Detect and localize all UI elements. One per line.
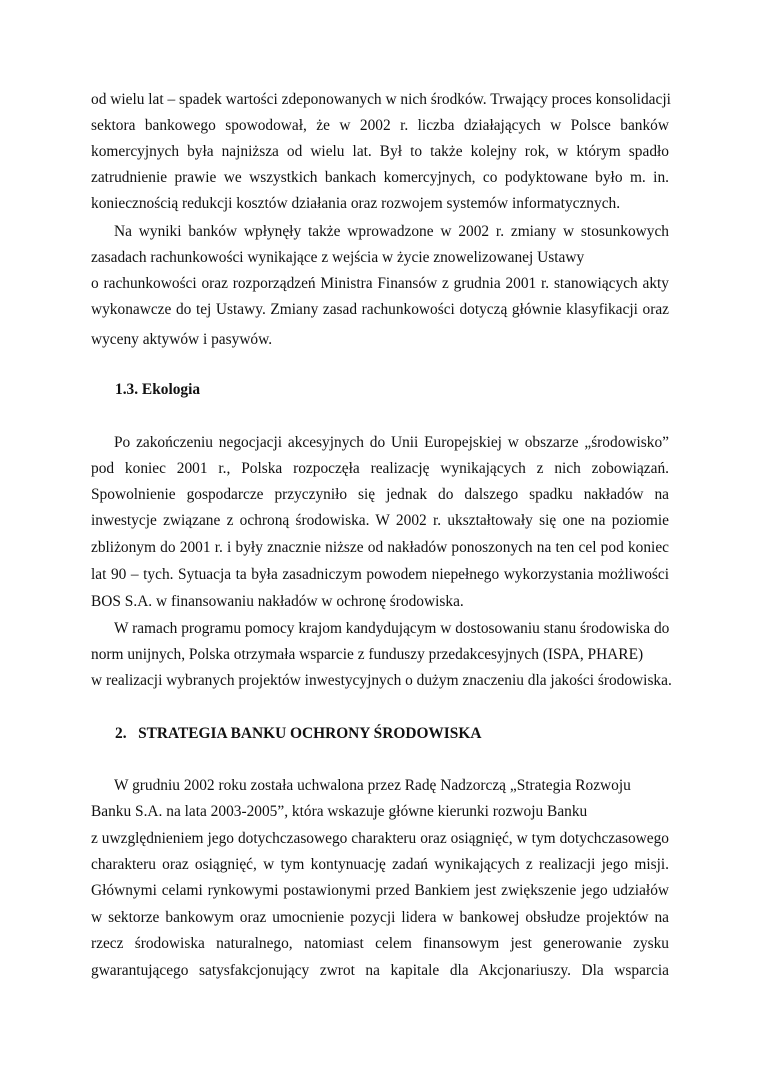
text-line: Spowolnienie gospodarcze przyczyniło się jednak do dalszego spadku nakładów na xyxy=(91,486,669,503)
text-line: rzecz środowiska naturalnego, natomiast celem finansowym jest generowanie zysku xyxy=(91,935,669,952)
text-line: Głównymi celami rynkowymi postawionymi przed Bankiem jest zwiększenie jego udziałów xyxy=(91,882,669,899)
text-line: z uwzględnieniem jego dotychczasowego charakteru oraz osiągnięć, w tym dotychczasowego xyxy=(91,830,669,847)
text-line: zatrudnienie prawie we wszystkich bankach komercyjnych, co podyktowane było m. in. xyxy=(91,169,669,186)
text-line: inwestycje związane z ochroną środowiska. W 2002 r. ukształtowały się one na poziomie xyxy=(91,512,669,529)
text-line: Banku S.A. na lata 2003-2005”, która wskazuje główne kierunki rozwoju Banku xyxy=(91,803,588,820)
text-line: wyceny aktywów i pasywów. xyxy=(91,331,273,348)
text-line: zbliżonym do 2001 r. i były znacznie niższe od nakładów ponoszonych na ten cel pod koniec xyxy=(91,539,669,556)
text-line: od wielu lat – spadek wartości zdeponowanych w nich środków. Trwający proces konsolidacji xyxy=(91,91,671,108)
text-line: lat 90 – tych. Sytuacja ta była zasadniczym powodem niepełnego wykorzystania możliwości xyxy=(91,566,669,583)
section-heading-ekologia: 1.3. Ekologia xyxy=(115,381,201,398)
text-line: Na wyniki banków wpłynęły także wprowadzone w 2002 r. zmiany w stosunkowych xyxy=(114,223,669,240)
text-line: norm unijnych, Polska otrzymała wsparcie z funduszy przedakcesyjnych (ISPA, PHARE) xyxy=(91,646,644,663)
text-line: koniecznością redukcji kosztów działania oraz rozwojem systemów informatycznych. xyxy=(91,195,621,212)
text-line: o rachunkowości oraz rozporządzeń Ministra Finansów z grudnia 2001 r. stanowiących akty xyxy=(91,275,669,292)
text-line: pod koniec 2001 r., Polska rozpoczęła realizację wynikających z nich zobowiązań. xyxy=(91,460,669,477)
text-line: sektora bankowego spowodował, że w 2002 r. liczba działających w Polsce banków xyxy=(91,117,669,134)
section-heading-strategia: 2. STRATEGIA BANKU OCHRONY ŚRODOWISKA xyxy=(115,725,482,742)
text-line: W ramach programu pomocy krajom kandydującym w dostosowaniu stanu środowiska do xyxy=(114,620,670,637)
text-line: BOS S.A. w finansowaniu nakładów w ochronę środowiska. xyxy=(91,593,464,610)
text-line: w realizacji wybranych projektów inwestycyjnych o dużym znaczeniu dla jakości środowiska. xyxy=(91,672,672,689)
text-line: zasadach rachunkowości wynikające z wejścia w życie znowelizowanej Ustawy xyxy=(91,249,585,266)
text-line: Po zakończeniu negocjacji akcesyjnych do Unii Europejskiej w obszarze „środowisko” xyxy=(114,434,669,451)
text-line: w sektorze bankowym oraz umocnienie pozycji lidera w bankowej obsłudze projektów na xyxy=(91,909,669,926)
text-line: gwarantującego satysfakcjonujący zwrot na kapitale dla Akcjonariuszy. Dla wsparcia xyxy=(91,962,669,979)
text-line: komercyjnych była najniższa od wielu lat. Był to także kolejny rok, w którym spadło xyxy=(91,143,669,160)
text-line: charakteru oraz osiągnięć, w tym kontynuację zadań wynikających z realizacji jego misji. xyxy=(91,856,669,873)
text-line: wykonawcze do tej Ustawy. Zmiany zasad rachunkowości dotyczą głównie klasyfikacji oraz xyxy=(91,301,669,318)
text-line: W grudniu 2002 roku została uchwalona przez Radę Nadzorczą „Strategia Rozwoju xyxy=(114,777,631,794)
